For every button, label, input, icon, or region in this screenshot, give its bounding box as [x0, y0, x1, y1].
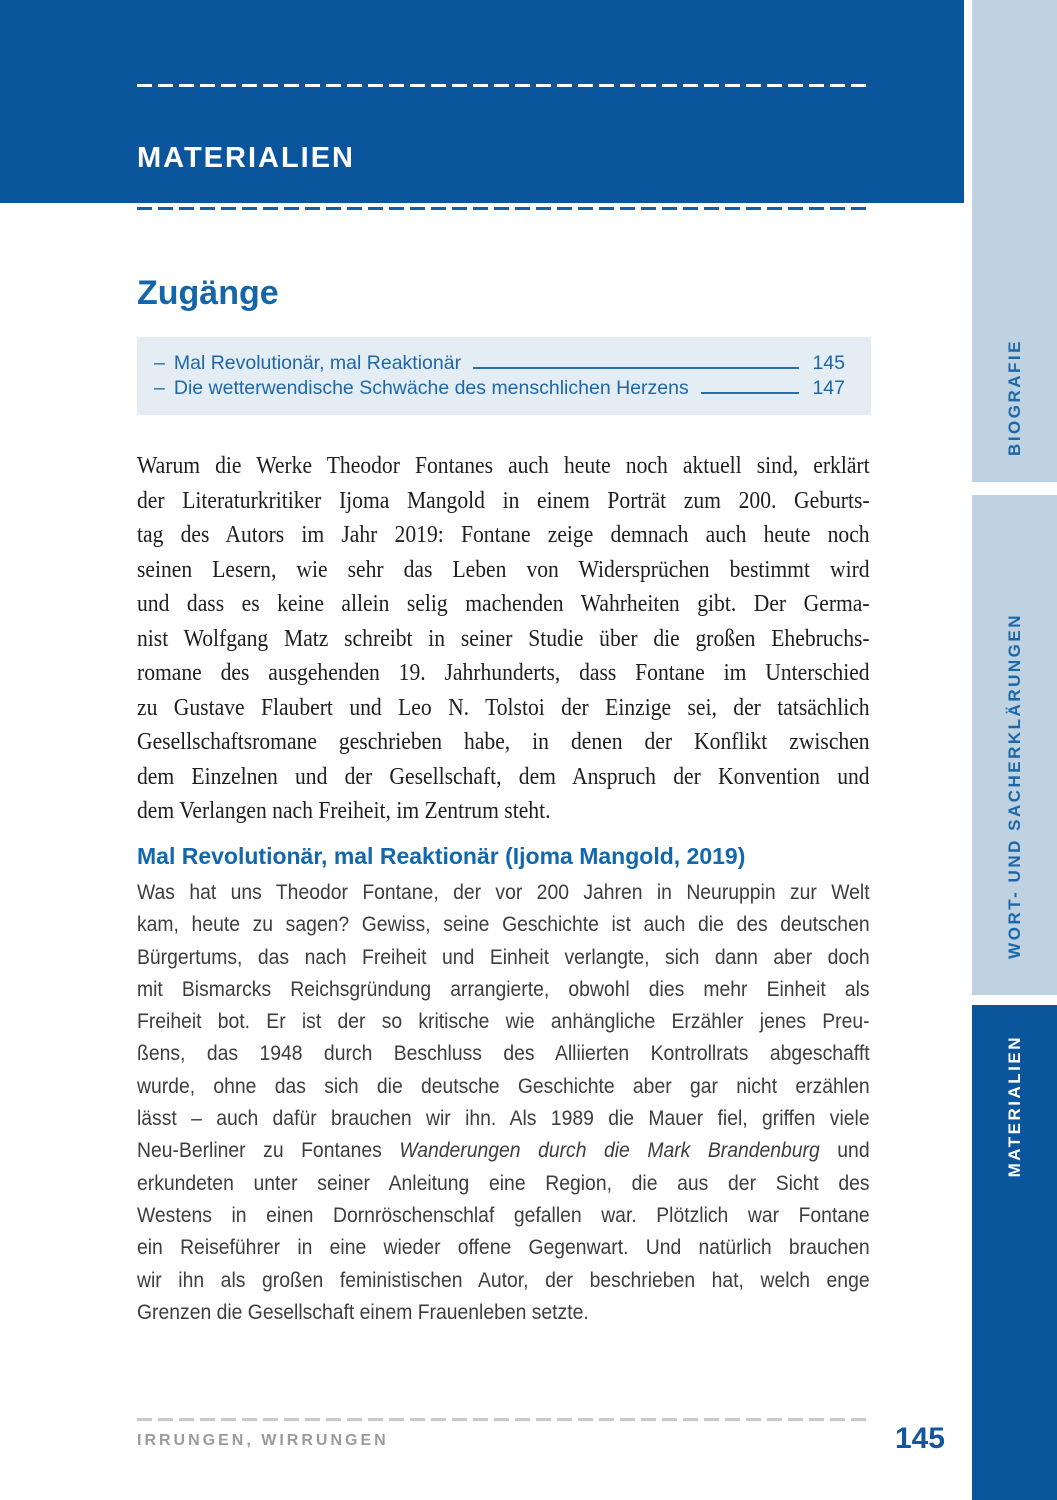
text-line: wurde, ohne das sich die deutsche Geschichte aber gar nicht erzählen	[137, 1073, 870, 1098]
toc-box	[137, 337, 871, 415]
text-line-with-book-title	[137, 1134, 870, 1166]
text-line: tag des Autors im Jahr 2019: Fontane zeige demnach auch heute noch	[137, 522, 870, 548]
text-line: romane des ausgehenden 19. Jahrhunderts, dass Fontane im Unterschied	[137, 660, 870, 686]
text-line: der Literaturkritiker Ijoma Mangold in einem Porträt zum 200. Geburts-	[137, 487, 870, 514]
footer-book-title: IRRUNGEN, WIRRUNGEN	[137, 1432, 389, 1449]
text-line: ßens, das 1948 durch Beschluss des Alliierten Kontrollrats abgeschafft	[137, 1041, 870, 1066]
article-heading: Mal Revolutionär, mal Reaktionär (Ijoma Mangold, 2019)	[137, 843, 746, 869]
text-line: erkundeten unter seiner Anleitung eine Region, die aus der Sicht des	[137, 1170, 870, 1195]
article-paragraph	[137, 876, 870, 1328]
toc-entry[interactable]	[154, 376, 845, 401]
text-line: zu Gustave Flaubert und Leo N. Tolstoi der Einzige sei, der tatsächlich	[137, 694, 870, 721]
toc-bullet: –	[154, 352, 165, 374]
text-line: Freiheit bot. Er ist der so kritische wie anhängliche Erzähler jenes Preu-	[137, 1009, 870, 1034]
toc-entry-label: Mal Revolutionär, mal Reaktionär	[173, 352, 462, 374]
tab-wort-und-sacherklaerungen-label: WORT- UND SACHERKLÄRUNGEN	[1004, 613, 1024, 959]
tab-wort-und-sacherklaerungen[interactable]	[972, 495, 1057, 995]
text-line: nist Wolfgang Matz schreibt in seiner Studie über die großen Ehebruchs-	[137, 625, 870, 652]
text-line: kam, heute zu sagen? Gewiss, seine Geschichte ist auch die des deutschen	[137, 912, 870, 937]
text-line: Was hat uns Theodor Fontane, der vor 200 Jahren in Neuruppin zur Welt	[137, 880, 870, 904]
toc-leader-line	[701, 392, 799, 394]
section-heading: Zugänge	[137, 274, 279, 312]
tab-biografie-label: BIOGRAFIE	[1004, 339, 1024, 456]
toc-bullet: –	[154, 377, 165, 399]
text-line: Warum die Werke Theodor Fontanes auch heute noch aktuell sind, erklärt	[137, 453, 870, 479]
chapter-title: MATERIALIEN	[137, 142, 356, 174]
tab-materialien-label: MATERIALIEN	[1004, 1035, 1024, 1178]
content-column	[137, 0, 871, 1500]
text-line: dem Einzelnen und der Gesellschaft, dem Anspruch der Konvention und	[137, 763, 870, 790]
toc-leader-line	[473, 367, 799, 369]
text-segment: und	[819, 1138, 870, 1163]
text-line: und dass es keine allein selig machenden Wahrheiten gibt. Der Germa-	[137, 591, 870, 617]
text-line: ein Reiseführer in eine wieder offene Gegenwart. Und natürlich brauchen	[137, 1235, 870, 1260]
text-line: dem Verlangen nach Freiheit, im Zentrum steht.	[137, 798, 551, 824]
text-line: Bürgertums, das nach Freiheit und Einheit verlangte, sich dann aber doch	[137, 944, 870, 969]
text-line: seinen Lesern, wie sehr das Leben von Widersprüchen bestimmt wird	[137, 556, 870, 583]
intro-paragraph	[137, 449, 870, 829]
text-line: Gesellschaftsromane geschrieben habe, in denen der Konflikt zwischen	[137, 729, 870, 755]
toc-page-number: 147	[812, 377, 845, 399]
footer-dashed-rule	[137, 1418, 870, 1421]
tab-materialien-active[interactable]	[972, 1005, 1057, 1500]
text-segment: Neu-Berliner zu Fontanes	[137, 1138, 400, 1163]
book-title-italic: Wanderungen durch die Mark Brandenburg	[399, 1138, 820, 1163]
text-line: wir ihn als großen feministischen Autor, der beschrieben hat, welch enge	[137, 1267, 870, 1292]
text-line: lässt – auch dafür brauchen wir ihn. Als 1989 die Mauer fiel, griffen viele	[137, 1106, 870, 1131]
text-line: Westens in einen Dornröschenschlaf gefallen war. Plötzlich war Fontane	[137, 1202, 870, 1227]
text-line: mit Bismarcks Reichsgründung arrangierte, obwohl dies mehr Einheit als	[137, 976, 870, 1001]
tab-biografie[interactable]	[972, 0, 1057, 482]
text-line: Grenzen die Gesellschaft einem Frauenleben setzte.	[137, 1299, 589, 1324]
footer-page-number: 145	[894, 1422, 945, 1455]
toc-entry[interactable]	[154, 351, 845, 376]
toc-page-number: 145	[812, 352, 845, 374]
toc-entry-label: Die wetterwendische Schwäche des menschlichen Herzens	[173, 377, 689, 399]
